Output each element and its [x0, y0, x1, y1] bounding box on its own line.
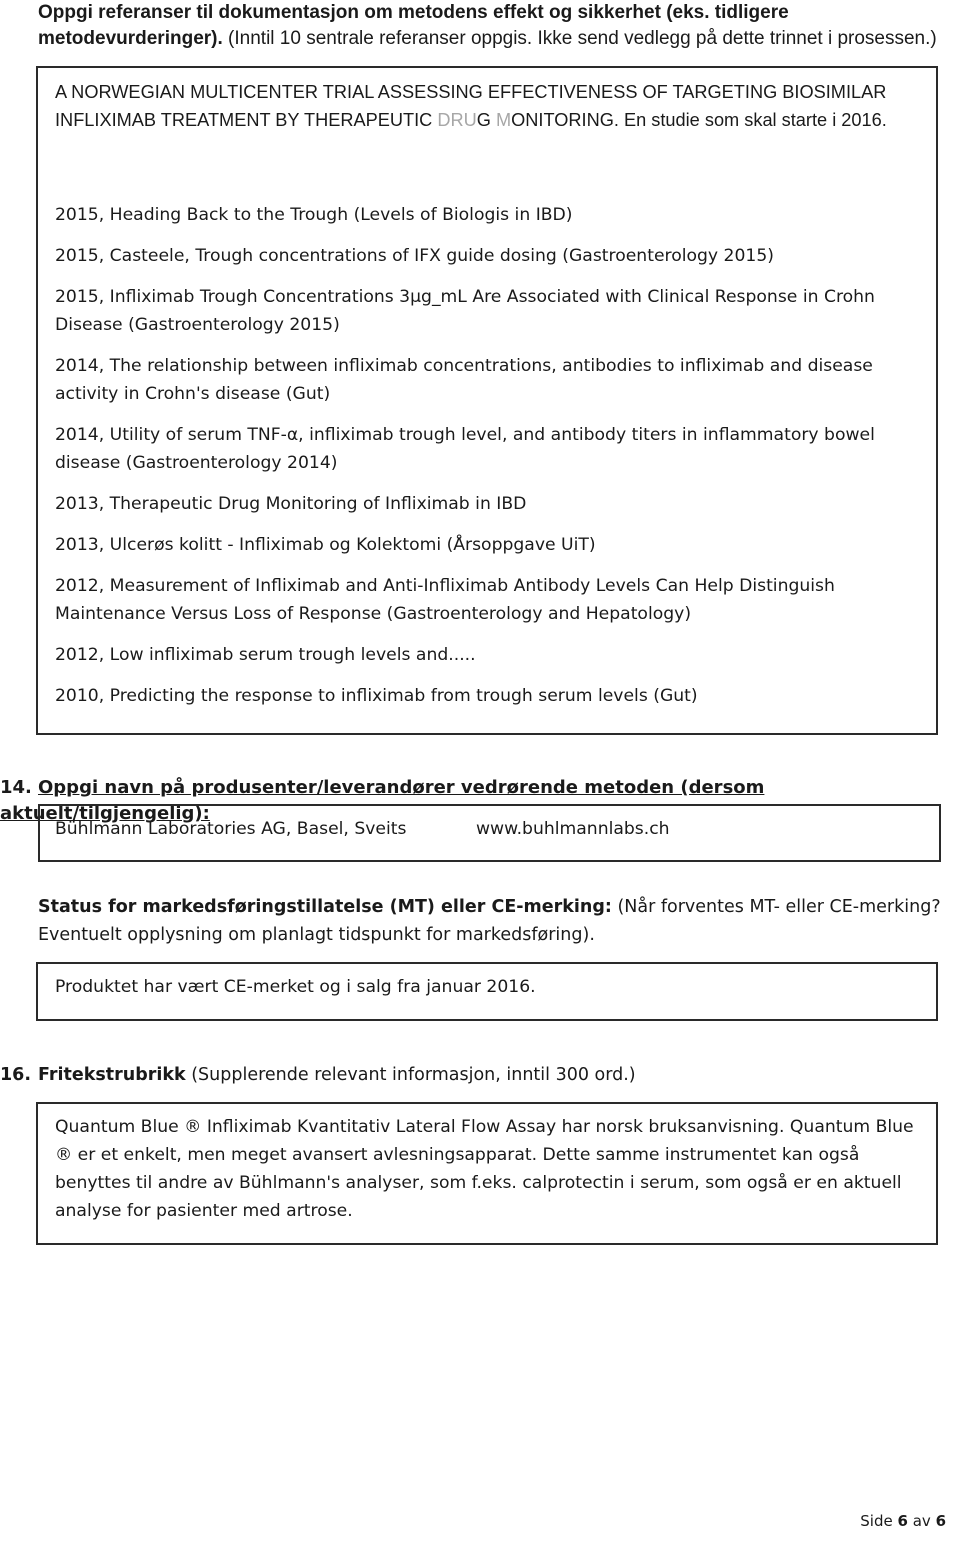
reference-item: 2015, Infliximab Trough Concentrations 3µg_mL Are Associated with Clinical Response in Crohn Disease (Gastroenterology 2015)	[55, 287, 875, 335]
question-16-note: (Supplerende relevant informasjon, inntil 300 ord.)	[191, 1065, 636, 1085]
free-text-answer: Quantum Blue ® Infliximab Kvantitativ Lateral Flow Assay har norsk bruksanvisning. Quantum Blue ® er et enkelt, men meget avansert avlesningsapparat. Dette samme instrumentet kan også benyttes til andre av Bühlmann's analyser, som f.eks. calprotectin i serum, som også er en aktuell analyse for pasienter med artrose.	[55, 1117, 914, 1221]
question-16-number: 16.	[0, 1065, 32, 1085]
manufacturer-name: Bühlmann Laboratories AG, Basel, Sveits	[55, 819, 407, 839]
page-middle: av	[912, 1512, 931, 1530]
question-13	[0, 0, 955, 52]
manufacturer-box	[38, 804, 941, 862]
ce-status-answer: Produktet har vært CE-merket og i salg fra januar 2016.	[55, 977, 536, 997]
question-16-title: Fritekstrubrikk	[38, 1065, 186, 1085]
reference-item: 2013, Ulcerøs kolitt - Infliximab og Kolektomi (Årsoppgave UiT)	[55, 535, 596, 555]
page-total: 6	[935, 1512, 946, 1530]
free-text-box	[36, 1102, 938, 1245]
reference-item: 2015, Casteele, Trough concentrations of IFX guide dosing (Gastroenterology 2015)	[55, 246, 775, 266]
question-13-heading	[0, 0, 955, 52]
manufacturer-url: www.buhlmannlabs.ch	[476, 819, 670, 839]
question-14-title: Oppgi navn på produsenter/leverandører vedrørende metoden (dersom aktuelt/tilgjengelig):	[0, 777, 765, 824]
trial-intro-text-b: G	[476, 110, 496, 130]
trial-intro-gray-a: DRU	[437, 110, 477, 130]
question-15-title: Status for markedsføringstillatelse (MT) eller CE-merking:	[38, 897, 612, 917]
reference-item: 2010, Predicting the response to infliximab from trough serum levels (Gut)	[55, 686, 698, 706]
reference-item: 2015, Heading Back to the Trough (Levels of Biologis in IBD)	[55, 205, 573, 225]
reference-item: 2013, Therapeutic Drug Monitoring of Infliximab in IBD	[55, 494, 527, 514]
question-13-note: (Inntil 10 sentrale referanser oppgis. Ikke send vedlegg på dette trinnet i prosessen.)	[228, 28, 937, 49]
question-15-note: (Når forventes MT- eller CE-merking? Eventuelt opplysning om planlagt tidspunkt for markedsføring).	[38, 897, 941, 945]
trial-intro-text-a: A NORWEGIAN MULTICENTER TRIAL ASSESSING EFFECTIVENESS OF TARGETING BIOSIMILAR INFLIXIMAB TREATMENT BY THERAPEUTIC	[55, 82, 887, 130]
question-13-title: Oppgi referanser til dokumentasjon om metodens effekt og sikkerhet (eks. tidligere metodevurderinger).	[38, 2, 789, 49]
question-14-number: 14.	[0, 777, 32, 798]
trial-intro	[55, 78, 935, 134]
question-15-heading	[0, 893, 958, 949]
question-13-number	[0, 0, 38, 26]
question-15	[0, 893, 958, 949]
ce-status-box	[36, 962, 938, 1021]
trial-intro-gray-b: M	[495, 110, 512, 130]
trial-intro-text-c: ONITORING. En studie som skal starte i 2016.	[511, 110, 887, 130]
reference-list	[55, 201, 935, 723]
page-current: 6	[897, 1512, 908, 1530]
reference-item: 2012, Measurement of Infliximab and Anti-Infliximab Antibody Levels Can Help Distinguish Maintenance Versus Loss of Response (Gastroenterology and Hepatology)	[55, 576, 835, 624]
question-16	[0, 1061, 955, 1089]
page-number	[860, 1512, 946, 1530]
reference-item: 2014, Utility of serum TNF-α, infliximab trough level, and antibody titers in inflammatory bowel disease (Gastroenterology 2014)	[55, 425, 875, 473]
question-15-number	[0, 893, 38, 921]
references-box	[36, 66, 938, 735]
page-prefix: Side	[860, 1512, 893, 1530]
reference-item: 2012, Low infliximab serum trough levels and.....	[55, 645, 476, 665]
reference-item: 2014, The relationship between infliximab concentrations, antibodies to infliximab and disease activity in Crohn's disease (Gut)	[55, 356, 873, 404]
